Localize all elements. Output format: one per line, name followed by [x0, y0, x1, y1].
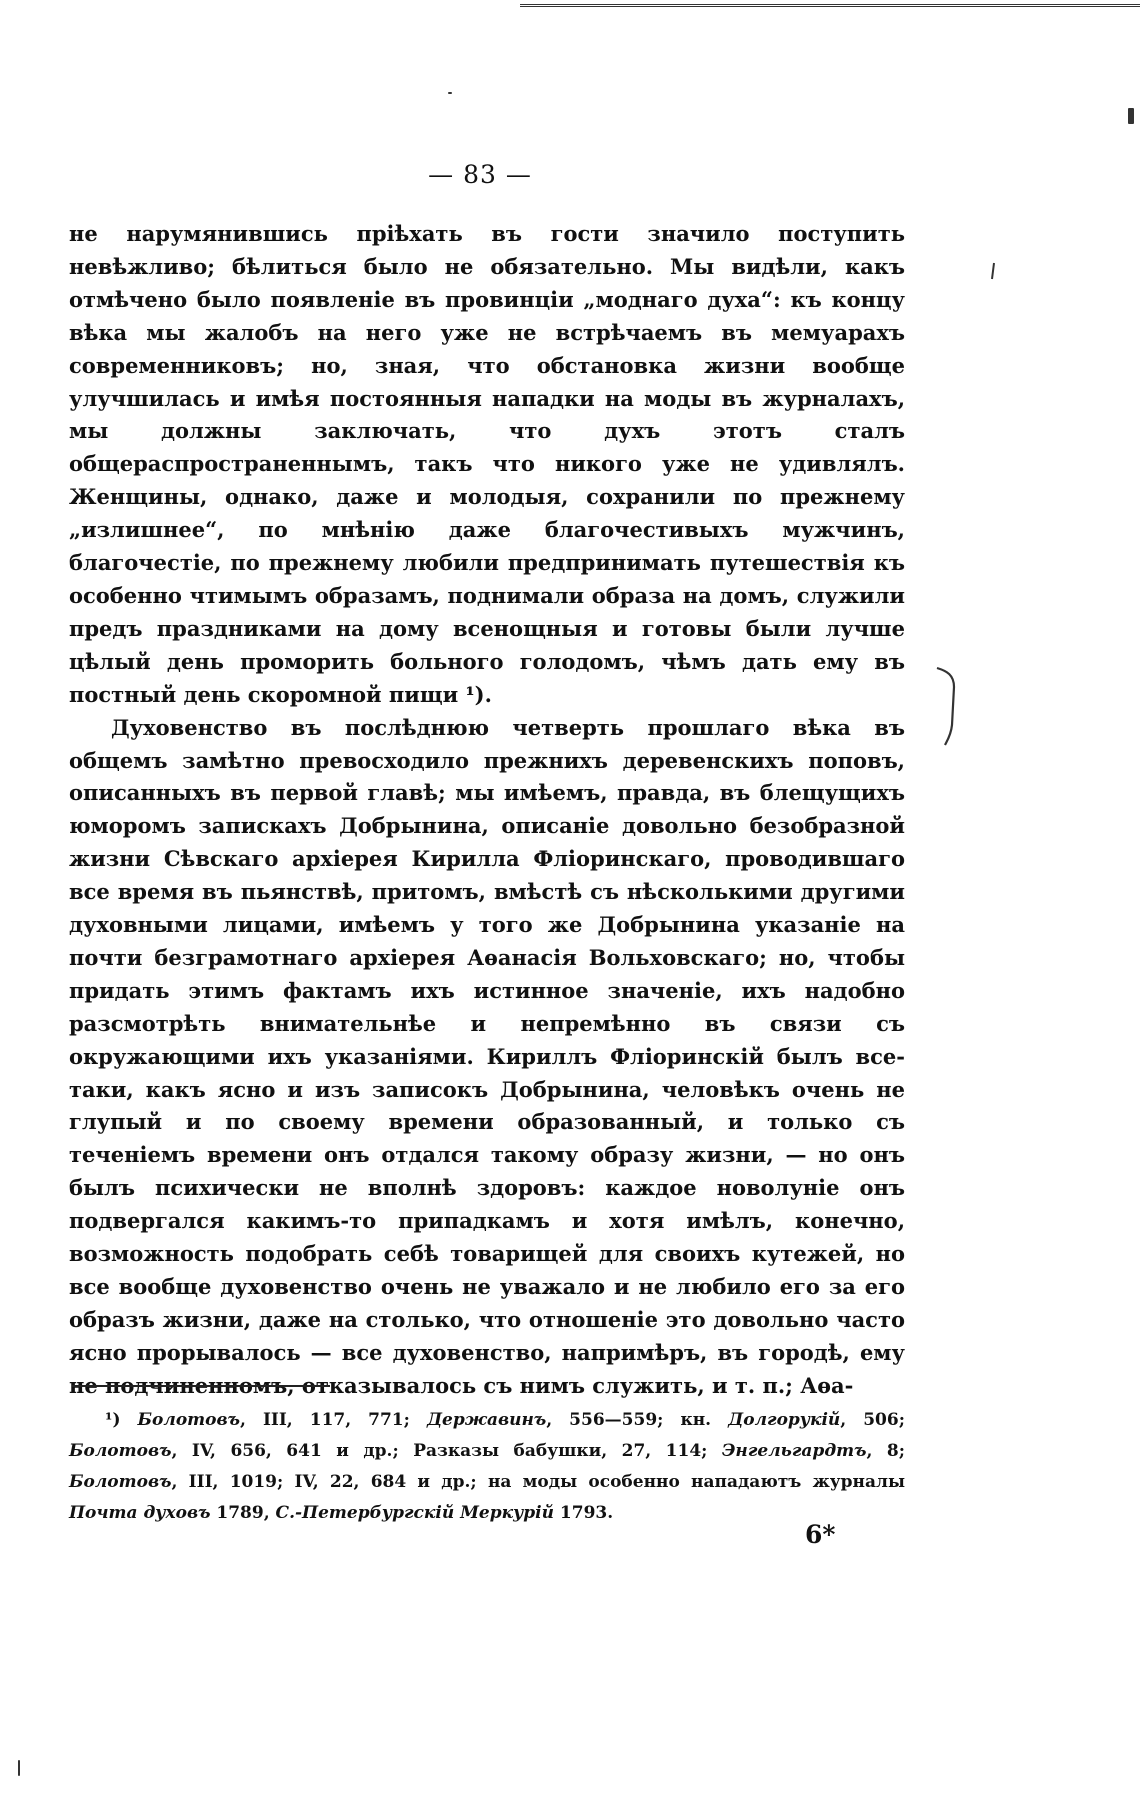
footnote-text: [69, 1410, 905, 1523]
paragraph-1: не нарумянившись пріѣхать въ гости значило поступить невѣжливо; бѣлиться было не обязательно. Мы видѣли, какъ отмѣчено было появленіе въ провинціи „моднаго духа“: къ концу вѣка мы жалобъ на него уже не встрѣчаемъ въ мемуарахъ современниковъ; но, зная, что обстановка жизни вообще улучшилась и имѣя постоянныя нападки на моды въ журналахъ, мы должны заключать, что духъ этотъ сталъ общераспространеннымъ, такъ что никого уже не удивлялъ. Женщины, однако, даже и молодыя, сохранили по прежнему „излишнее“, по мнѣнію даже благочестивыхъ мужчинъ, благочестіе, по прежнему любили предпринимать путешествія къ особенно чтимымъ образамъ, поднимали образа на домъ, служили предъ праздниками на дому всенощныя и готовы были лучше цѣлый день проморить больного голодомъ, чѣмъ дать ему въ постный день скоромной пищи ¹).: [69, 221, 905, 707]
main-text: [69, 218, 905, 1403]
margin-tick-mark: [990, 262, 996, 280]
footnote-segment: , 8;: [866, 1441, 905, 1461]
scan-speck: [1128, 108, 1134, 124]
margin-bracket-mark: [935, 665, 957, 747]
footnote-segment: , III, 117, 771;: [240, 1410, 427, 1430]
footnote-segment: Долгорукій: [728, 1410, 841, 1430]
footnote-segment: 1789,: [210, 1503, 276, 1523]
footnote-segment: , 506;: [840, 1410, 905, 1430]
scan-speck: [448, 92, 452, 94]
footnote-segment: Почта духовъ: [69, 1503, 211, 1523]
footnote-segment: Болотовъ: [137, 1410, 241, 1430]
footnote-segment: 1793.: [554, 1503, 614, 1523]
footnote-segment: С.-Петербургскій Меркурій: [275, 1503, 555, 1523]
top-edge-rule: [520, 4, 1140, 7]
paragraph-2: Духовенство въ послѣднюю четверть прошлаго вѣка въ общемъ замѣтно превосходило прежнихъ деревенскихъ поповъ, описанныхъ въ первой главѣ; мы имѣемъ, правда, въ блещущихъ юморомъ запискахъ Добрынина, описаніе довольно безобразной жизни Сѣвскаго архіерея Кирилла Фліоринскаго, проводившаго все время въ пьянствѣ, притомъ, вмѣстѣ съ нѣсколькими другими духовными лицами, имѣемъ у того же Добрынина указаніе на почти безграмотнаго архіерея Аѳанасія Вольховскаго; но, чтобы придать этимъ фактамъ ихъ истинное значеніе, ихъ надобно разсмотрѣть внимательнѣе и непремѣнно въ связи съ окружающими ихъ указаніями. Кириллъ Фліоринскій былъ все-таки, какъ ясно и изъ записокъ Добрынина, человѣкъ очень не глупый и по своему времени образованный, и только съ теченіемъ времени онъ отдался такому образу жизни, — но онъ былъ психически не вполнѣ здоровъ: каждое новолуніе онъ подвергался какимъ-то припадкамъ и хотя имѣлъ, конечно, возможность подобрать себѣ товарищей для своихъ кутежей, но все вообще духовенство очень не уважало и не любило его за его образъ жизни, даже на столько, что отношеніе это довольно часто ясно прорывалось — все духовенство, напримѣръ, въ городѣ, ему не подчиненномъ, отказывалось съ нимъ служить, и т. п.; Аѳа-: [69, 714, 905, 1398]
footnote-segment: , 556—559; кн.: [546, 1410, 729, 1430]
footnote-separator: [72, 1385, 330, 1387]
footnote-segment: Державинъ: [426, 1410, 547, 1430]
scan-speck: [18, 1760, 20, 1776]
footnote-segment: Болотовъ: [69, 1441, 172, 1461]
printer-signature-mark: 6*: [805, 1520, 836, 1549]
page-number: — 83 —: [428, 160, 532, 189]
footnote-segment: Болотовъ: [69, 1472, 172, 1492]
footnote-marker: ¹): [105, 1410, 121, 1430]
footnote-segment: , III, 1019; IV, 22, 684 и др.; на моды особенно нападаютъ журналы: [171, 1472, 905, 1492]
footnote-segment: Энгельгардтъ: [721, 1441, 867, 1461]
footnote-segment: , IV, 656, 641 и др.; Разказы бабушки, 27, 114;: [171, 1441, 722, 1461]
footnote: [69, 1405, 905, 1529]
